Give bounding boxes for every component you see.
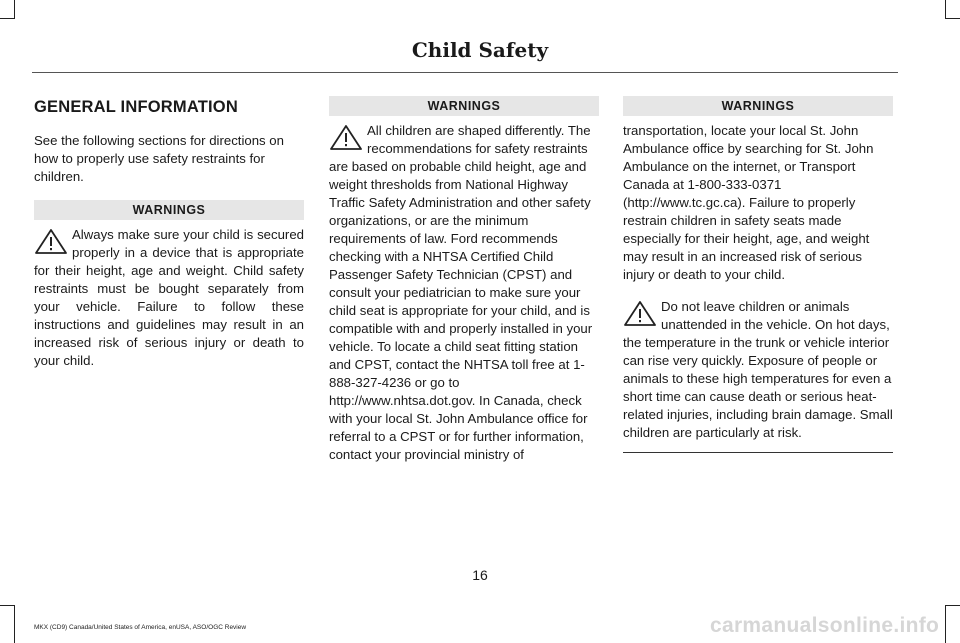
column-2	[329, 96, 599, 474]
document-info: MKX (CD9) Canada/United States of America, enUSA, ASO/OGC Review	[34, 624, 247, 631]
crop-mark	[14, 0, 15, 18]
crop-mark	[945, 605, 946, 643]
crop-mark	[945, 605, 960, 606]
warning-block	[329, 122, 599, 464]
warnings-header: WARNINGS	[329, 96, 599, 116]
section-heading: GENERAL INFORMATION	[34, 98, 238, 116]
warning-triangle-icon	[329, 124, 363, 151]
crop-mark	[945, 0, 946, 18]
watermark: carmanualsonline.info	[710, 614, 940, 637]
page-number: 16	[472, 567, 488, 583]
crop-mark	[945, 18, 960, 19]
warning-text: All children are shaped differently. The recommendations for safety restraints are based on probable child height, age and weight thresholds from National Highway Traffic Safety Administration and other safety organizations, or are the minimum requirements of law. Ford recommends checking with a NHTSA Certified Child Passenger Safety Technician (CPST) and consult your pediatrician to make sure your child seat is appropriate for your child, and is compatible with and properly installed in your vehicle. To locate a child seat fitting station and CPST, contact the NHTSA toll free at 1-888-327-4236 or go to http://www.nhtsa.dot.gov. In Canada, check with your local St. John Ambulance office for referral to a CPST or for further information, contact your provincial ministry of	[329, 123, 593, 462]
crop-mark	[0, 605, 15, 606]
warning-triangle-icon	[623, 300, 657, 327]
page-title: Child Safety	[411, 38, 549, 62]
column-1	[34, 96, 304, 380]
crop-mark	[0, 18, 15, 19]
warning-triangle-icon	[34, 228, 68, 255]
warning-continuation-text: transportation, locate your local St. John Ambulance office by searching for St. John Ambulance on the internet, or Transport Canada at 1-800-333-0371 (http://www.tc.gc.ca). Failure to properly restrain children in safety seats made especially for their height, age, and weight may result in an increased risk of serious injury or death to your child.	[623, 123, 874, 282]
header-divider	[32, 72, 898, 73]
warning-text: Always make sure your child is secured properly in a device that is appropriate for their height, age and weight. Child safety restraints must be bought separately from your vehicle. Failure to follow these instructions and guidelines may result in an increased risk of serious injury or death to your child.	[34, 227, 304, 368]
warning-text: Do not leave children or animals unattended in the vehicle. On hot days, the temperature in the trunk or vehicle interior can rise very quickly. Exposure of people or animals to these high temperatures for even a short time can cause death or serious heat-related injuries, including brain damage. Small children are particularly at risk.	[623, 299, 893, 440]
crop-mark	[14, 605, 15, 643]
warnings-header: WARNINGS	[623, 96, 893, 116]
warnings-end-divider	[623, 452, 893, 453]
column-3	[623, 96, 893, 453]
intro-paragraph: See the following sections for directions on how to properly use safety restraints for children.	[34, 133, 284, 184]
warning-block	[623, 298, 893, 442]
warning-block	[34, 226, 304, 370]
warnings-header: WARNINGS	[34, 200, 304, 220]
